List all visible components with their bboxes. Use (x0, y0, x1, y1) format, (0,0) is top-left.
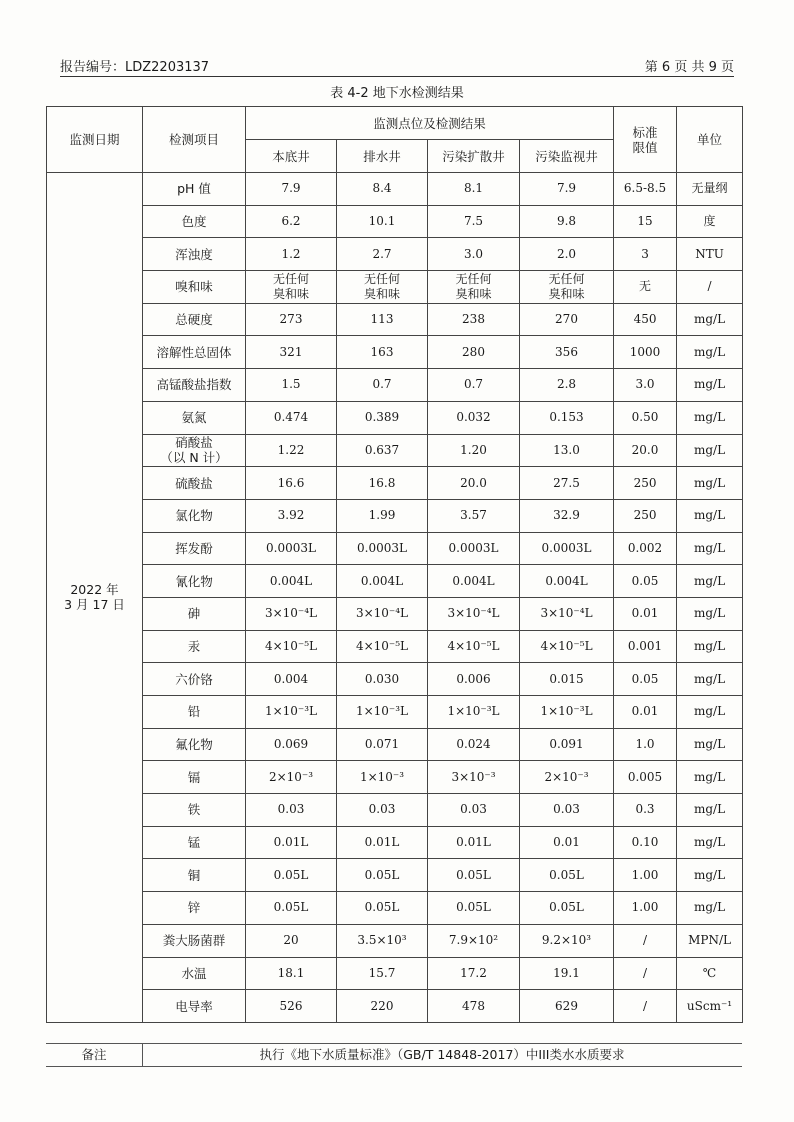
test-item: 色度 (143, 205, 246, 238)
standard-limit: / (614, 924, 677, 957)
result-value: 0.004L (428, 565, 520, 598)
result-value: 1.2 (246, 238, 337, 271)
test-item: 氰化物 (143, 565, 246, 598)
unit: mg/L (677, 369, 743, 402)
result-value: 3×10⁻⁴L (520, 597, 614, 630)
result-value: 0.0003L (520, 532, 614, 565)
result-value: 3×10⁻⁴L (337, 597, 428, 630)
result-value: 0.05L (246, 892, 337, 925)
unit: mg/L (677, 826, 743, 859)
result-value: 15.7 (337, 957, 428, 990)
result-value: 0.024 (428, 728, 520, 761)
result-value: 238 (428, 303, 520, 336)
unit: mg/L (677, 467, 743, 500)
result-value: 4×10⁻⁵L (246, 630, 337, 663)
unit: mg/L (677, 565, 743, 598)
remark-bottom-rule (46, 1066, 742, 1067)
result-value: 0.05L (246, 859, 337, 892)
result-value: 无任何 臭和味 (246, 271, 337, 304)
unit: mg/L (677, 597, 743, 630)
result-value: 0.389 (337, 401, 428, 434)
result-value: 7.9×10² (428, 924, 520, 957)
standard-limit: / (614, 957, 677, 990)
table-row (47, 532, 743, 565)
result-value: 0.01L (428, 826, 520, 859)
monitoring-date: 2022 年 3 月 17 日 (47, 173, 143, 1023)
result-value: 2×10⁻³ (520, 761, 614, 794)
standard-limit: 1.00 (614, 892, 677, 925)
header-divider (60, 76, 734, 77)
test-item: 总硬度 (143, 303, 246, 336)
test-item: 硫酸盐 (143, 467, 246, 500)
result-value: 1×10⁻³L (520, 696, 614, 729)
result-value: 0.03 (428, 794, 520, 827)
standard-limit: 450 (614, 303, 677, 336)
test-item: 硝酸盐 （以 N 计） (143, 434, 246, 467)
page-number: 第 6 页 共 9 页 (644, 60, 734, 75)
result-value: 17.2 (428, 957, 520, 990)
standard-limit: 0.05 (614, 565, 677, 598)
result-value: 0.004L (337, 565, 428, 598)
unit: mg/L (677, 794, 743, 827)
standard-limit: 0.05 (614, 663, 677, 696)
result-value: 32.9 (520, 499, 614, 532)
result-value: 1×10⁻³L (428, 696, 520, 729)
table-row (47, 238, 743, 271)
table-row (47, 369, 743, 402)
result-value: 3.5×10³ (337, 924, 428, 957)
result-value: 7.5 (428, 205, 520, 238)
result-value: 2×10⁻³ (246, 761, 337, 794)
result-value: 280 (428, 336, 520, 369)
result-value: 0.03 (246, 794, 337, 827)
result-value: 18.1 (246, 957, 337, 990)
standard-limit: 0.01 (614, 597, 677, 630)
test-item: 嗅和味 (143, 271, 246, 304)
table-row (47, 761, 743, 794)
unit: NTU (677, 238, 743, 271)
result-value: 0.004L (520, 565, 614, 598)
test-item: 汞 (143, 630, 246, 663)
table-row (47, 728, 743, 761)
result-value: 0.637 (337, 434, 428, 467)
table-row (47, 859, 743, 892)
test-item: 六价铬 (143, 663, 246, 696)
standard-limit: 0.002 (614, 532, 677, 565)
result-value: 273 (246, 303, 337, 336)
test-item: 高锰酸盐指数 (143, 369, 246, 402)
result-value: 0.006 (428, 663, 520, 696)
standard-limit: 3.0 (614, 369, 677, 402)
result-value: 0.069 (246, 728, 337, 761)
unit: mg/L (677, 696, 743, 729)
standard-limit: / (614, 990, 677, 1023)
result-value: 无任何 臭和味 (428, 271, 520, 304)
result-value: 无任何 臭和味 (337, 271, 428, 304)
result-value: 20.0 (428, 467, 520, 500)
table-title: 表 4-2 地下水检测结果 (330, 86, 464, 101)
result-value: 3×10⁻⁴L (246, 597, 337, 630)
result-value: 1×10⁻³L (246, 696, 337, 729)
test-item: 铜 (143, 859, 246, 892)
header-site: 排水井 (337, 140, 428, 173)
remark-row (46, 1043, 742, 1065)
unit: / (677, 271, 743, 304)
result-value: 3.0 (428, 238, 520, 271)
standard-limit: 0.3 (614, 794, 677, 827)
standard-limit: 0.001 (614, 630, 677, 663)
test-item: 挥发酚 (143, 532, 246, 565)
result-value: 2.8 (520, 369, 614, 402)
table-row (47, 924, 743, 957)
unit: mg/L (677, 499, 743, 532)
table-row (47, 794, 743, 827)
result-value: 0.05L (337, 859, 428, 892)
result-value: 4×10⁻⁵L (428, 630, 520, 663)
unit: mg/L (677, 303, 743, 336)
result-value: 220 (337, 990, 428, 1023)
unit: 无量纲 (677, 173, 743, 206)
result-value: 0.004L (246, 565, 337, 598)
test-item: 水温 (143, 957, 246, 990)
standard-limit: 1.0 (614, 728, 677, 761)
result-value: 0.05L (520, 892, 614, 925)
test-item: 锌 (143, 892, 246, 925)
result-value: 20 (246, 924, 337, 957)
table-row (47, 663, 743, 696)
test-item: 锰 (143, 826, 246, 859)
result-value: 2.0 (520, 238, 614, 271)
test-item: 粪大肠菌群 (143, 924, 246, 957)
result-value: 无任何 臭和味 (520, 271, 614, 304)
test-item: 镉 (143, 761, 246, 794)
standard-limit: 1.00 (614, 859, 677, 892)
result-value: 0.01 (520, 826, 614, 859)
result-value: 27.5 (520, 467, 614, 500)
page-header (60, 56, 734, 75)
unit: mg/L (677, 761, 743, 794)
result-value: 1.99 (337, 499, 428, 532)
standard-limit: 0.01 (614, 696, 677, 729)
standard-limit: 15 (614, 205, 677, 238)
result-value: 113 (337, 303, 428, 336)
standard-limit: 6.5-8.5 (614, 173, 677, 206)
remark-text: 执行《地下水质量标准》（GB/T 14848-2017）中III类水水质要求 (259, 1047, 625, 1062)
result-value: 9.2×10³ (520, 924, 614, 957)
standard-limit: 250 (614, 467, 677, 500)
unit: mg/L (677, 532, 743, 565)
header-site: 污染扩散井 (428, 140, 520, 173)
table-row (47, 205, 743, 238)
result-value: 0.071 (337, 728, 428, 761)
unit: mg/L (677, 859, 743, 892)
result-value: 0.05L (428, 892, 520, 925)
test-item: 砷 (143, 597, 246, 630)
unit: mg/L (677, 401, 743, 434)
remark-divider (142, 1043, 143, 1066)
unit: mg/L (677, 892, 743, 925)
result-value: 0.004 (246, 663, 337, 696)
result-value: 2.7 (337, 238, 428, 271)
result-value: 526 (246, 990, 337, 1023)
standard-limit: 250 (614, 499, 677, 532)
table-row (47, 990, 743, 1023)
test-item: 电导率 (143, 990, 246, 1023)
header-date: 监测日期 (47, 107, 143, 173)
results-body (47, 173, 743, 1023)
header-item: 检测项目 (143, 107, 246, 173)
result-value: 0.01L (246, 826, 337, 859)
result-value: 0.7 (337, 369, 428, 402)
result-value: 1×10⁻³L (337, 696, 428, 729)
unit: mg/L (677, 630, 743, 663)
table-row (47, 565, 743, 598)
standard-limit: 0.10 (614, 826, 677, 859)
table-row (47, 303, 743, 336)
table-row (47, 630, 743, 663)
test-item: 浑浊度 (143, 238, 246, 271)
result-value: 0.03 (520, 794, 614, 827)
test-item: 铁 (143, 794, 246, 827)
unit: mg/L (677, 663, 743, 696)
result-value: 19.1 (520, 957, 614, 990)
test-item: 铅 (143, 696, 246, 729)
result-value: 629 (520, 990, 614, 1023)
result-value: 4×10⁻⁵L (337, 630, 428, 663)
header-unit: 单位 (677, 107, 743, 173)
result-value: 7.9 (246, 173, 337, 206)
table-row (47, 336, 743, 369)
result-value: 10.1 (337, 205, 428, 238)
result-value: 0.05L (337, 892, 428, 925)
result-value: 3.57 (428, 499, 520, 532)
test-item: 氯化物 (143, 499, 246, 532)
report-number: 报告编号：LDZ2203137 (60, 60, 210, 75)
result-value: 3×10⁻⁴L (428, 597, 520, 630)
result-value: 0.091 (520, 728, 614, 761)
result-value: 0.7 (428, 369, 520, 402)
standard-limit: 无 (614, 271, 677, 304)
test-item: 氟化物 (143, 728, 246, 761)
standard-limit: 0.50 (614, 401, 677, 434)
table-row (47, 826, 743, 859)
result-value: 0.474 (246, 401, 337, 434)
test-item: 氨氮 (143, 401, 246, 434)
unit: MPN/L (677, 924, 743, 957)
result-value: 0.153 (520, 401, 614, 434)
result-value: 0.030 (337, 663, 428, 696)
table-row (47, 597, 743, 630)
table-row (47, 173, 743, 206)
result-value: 0.0003L (246, 532, 337, 565)
test-item: 溶解性总固体 (143, 336, 246, 369)
result-value: 0.01L (337, 826, 428, 859)
result-value: 3.92 (246, 499, 337, 532)
unit: mg/L (677, 434, 743, 467)
unit: 度 (677, 205, 743, 238)
table-row (47, 892, 743, 925)
header-limit: 标准 限值 (614, 107, 677, 173)
result-value: 8.1 (428, 173, 520, 206)
result-value: 3×10⁻³ (428, 761, 520, 794)
result-value: 0.015 (520, 663, 614, 696)
result-value: 16.6 (246, 467, 337, 500)
standard-limit: 20.0 (614, 434, 677, 467)
result-value: 270 (520, 303, 614, 336)
result-value: 1.22 (246, 434, 337, 467)
table-row (47, 499, 743, 532)
result-value: 1.20 (428, 434, 520, 467)
result-value: 7.9 (520, 173, 614, 206)
result-value: 16.8 (337, 467, 428, 500)
standard-limit: 3 (614, 238, 677, 271)
result-value: 1.5 (246, 369, 337, 402)
result-value: 4×10⁻⁵L (520, 630, 614, 663)
result-value: 0.05L (520, 859, 614, 892)
result-value: 1×10⁻³ (337, 761, 428, 794)
remark-label: 备注 (81, 1047, 107, 1062)
header-site-group: 监测点位及检测结果 (246, 107, 614, 140)
table-row (47, 271, 743, 304)
result-value: 0.032 (428, 401, 520, 434)
result-value: 9.8 (520, 205, 614, 238)
result-value: 8.4 (337, 173, 428, 206)
table-row (47, 696, 743, 729)
result-value: 356 (520, 336, 614, 369)
result-value: 0.05L (428, 859, 520, 892)
result-value: 321 (246, 336, 337, 369)
header-site: 本底井 (246, 140, 337, 173)
groundwater-results-table (46, 106, 743, 1023)
unit: mg/L (677, 336, 743, 369)
table-row (47, 467, 743, 500)
unit: ℃ (677, 957, 743, 990)
result-value: 0.0003L (428, 532, 520, 565)
standard-limit: 0.005 (614, 761, 677, 794)
table-row (47, 434, 743, 467)
table-row (47, 401, 743, 434)
table-row (47, 957, 743, 990)
header-site: 污染监视井 (520, 140, 614, 173)
result-value: 0.0003L (337, 532, 428, 565)
result-value: 163 (337, 336, 428, 369)
result-value: 13.0 (520, 434, 614, 467)
test-item: pH 值 (143, 173, 246, 206)
result-value: 478 (428, 990, 520, 1023)
unit: mg/L (677, 728, 743, 761)
unit: uScm⁻¹ (677, 990, 743, 1023)
result-value: 0.03 (337, 794, 428, 827)
result-value: 6.2 (246, 205, 337, 238)
standard-limit: 1000 (614, 336, 677, 369)
